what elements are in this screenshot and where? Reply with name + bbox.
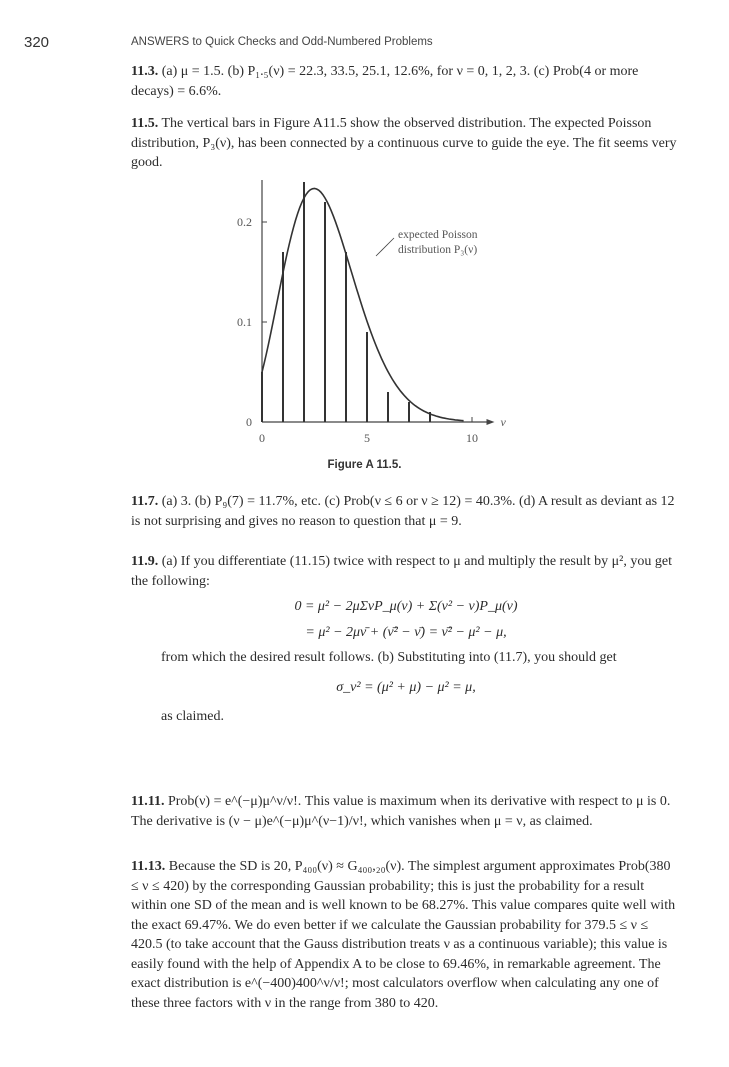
running-head: ANSWERS to Quick Checks and Odd-Numbered Problems <box>131 36 433 48</box>
problem-label: 11.5. <box>131 116 159 131</box>
problem-11-3 <box>131 62 681 101</box>
page-header <box>0 34 729 54</box>
y-tick-label: 0.2 <box>237 215 252 229</box>
annotation-pointer <box>376 238 394 256</box>
figure-caption: Figure A 11.5. <box>327 459 402 471</box>
problem-11-13 <box>131 857 681 1013</box>
problem-text: The vertical bars in Figure A11.5 show the observed distribution. The expected Poisson distribution, P₃(ν), has been connected by a continuous curve to guide the eye. The fit seems very good. <box>131 116 677 170</box>
problem-label: 11.3. <box>131 64 159 79</box>
problem-text: (a) 3. (b) P₉(7) = 11.7%, etc. (c) Prob(ν ≤ 6 or ν ≥ 12) = 40.3%. (d) A result as deviant as 12 is not surprising and gives no reason to question that μ = 9. <box>131 494 675 529</box>
x-tick-label: 0 <box>259 431 265 445</box>
problem-11-5 <box>131 114 681 173</box>
figure-a11-5 <box>0 180 729 470</box>
x-axis-arrow <box>487 419 495 425</box>
expected-poisson-curve <box>262 189 464 421</box>
problem-text: (a) μ = 1.5. (b) P₁.₅(ν) = 22.3, 33.5, 25.1, 12.6%, for ν = 0, 1, 2, 3. (c) Prob(4 or more decays) = 6.6%. <box>131 64 639 99</box>
problem-label: 11.13. <box>131 859 166 874</box>
problem-label: 11.9. <box>131 554 159 569</box>
problem-label: 11.7. <box>131 494 159 509</box>
problem-11-11 <box>131 792 681 831</box>
annotation-label: expected Poisson <box>398 229 478 241</box>
y-tick-label: 0 <box>246 415 252 429</box>
poisson-chart <box>0 180 729 455</box>
page-number: 320 <box>24 34 50 51</box>
problem-text: (a) If you differentiate (11.15) twice with respect to μ and multiply the result by μ², you get the following: <box>131 554 672 589</box>
x-tick-label: 10 <box>466 431 478 445</box>
annotation-label: distribution P₃(ν) <box>398 244 478 256</box>
x-tick-label: 5 <box>364 431 370 445</box>
problem-text: as claimed. <box>161 709 224 724</box>
equation-2: = μ² − 2μν̄ + (ν̄² − ν̄) = ν̄² − μ² − μ, <box>305 624 507 640</box>
problem-11-9 <box>131 552 681 727</box>
problem-text: Prob(ν) = e^(−μ)μ^ν/ν!. This value is maximum when its derivative with respect to μ is 0. The derivative is (ν − μ)e^(−μ)μ^(ν−1)/ν!, which vanishes when μ = ν, as claimed. <box>131 794 671 829</box>
equation-3: σ_ν² = (μ² + μ) − μ² = μ, <box>336 679 476 695</box>
problem-text: from which the desired result follows. (b) Substituting into (11.7), you should get <box>161 650 617 665</box>
x-axis-label: ν <box>500 415 506 429</box>
equation-1: 0 = μ² − 2μΣνP_μ(ν) + Σ(ν² − ν)P_μ(ν) <box>294 599 518 614</box>
problem-text: Because the SD is 20, P₄₀₀(ν) ≈ G₄₀₀,₂₀(ν). The simplest argument approximates Prob(380 ≤ ν ≤ 420) by the corresponding Gaussian probability; this is just the probability for a result within one SD of the mean and is well known to be 68.27%. This value compares quite well with the exact 69.47%. We do even better if we calculate the Gaussian probability for 379.5 ≤ ν ≤ 420.5 (to take account that the Gauss distribution treats ν as a continuous variable); this value is easily found with the help of Appendix A to be close to 69.46%, in remarkable agreement. The exact distribution is e^(−400)400^ν/ν!; most calculators overflow when calculating any one of these three factors with ν in the range from 380 to 420. <box>131 859 676 1011</box>
problem-label: 11.11. <box>131 794 165 809</box>
y-tick-label: 0.1 <box>237 315 252 329</box>
problem-11-7 <box>131 492 681 531</box>
